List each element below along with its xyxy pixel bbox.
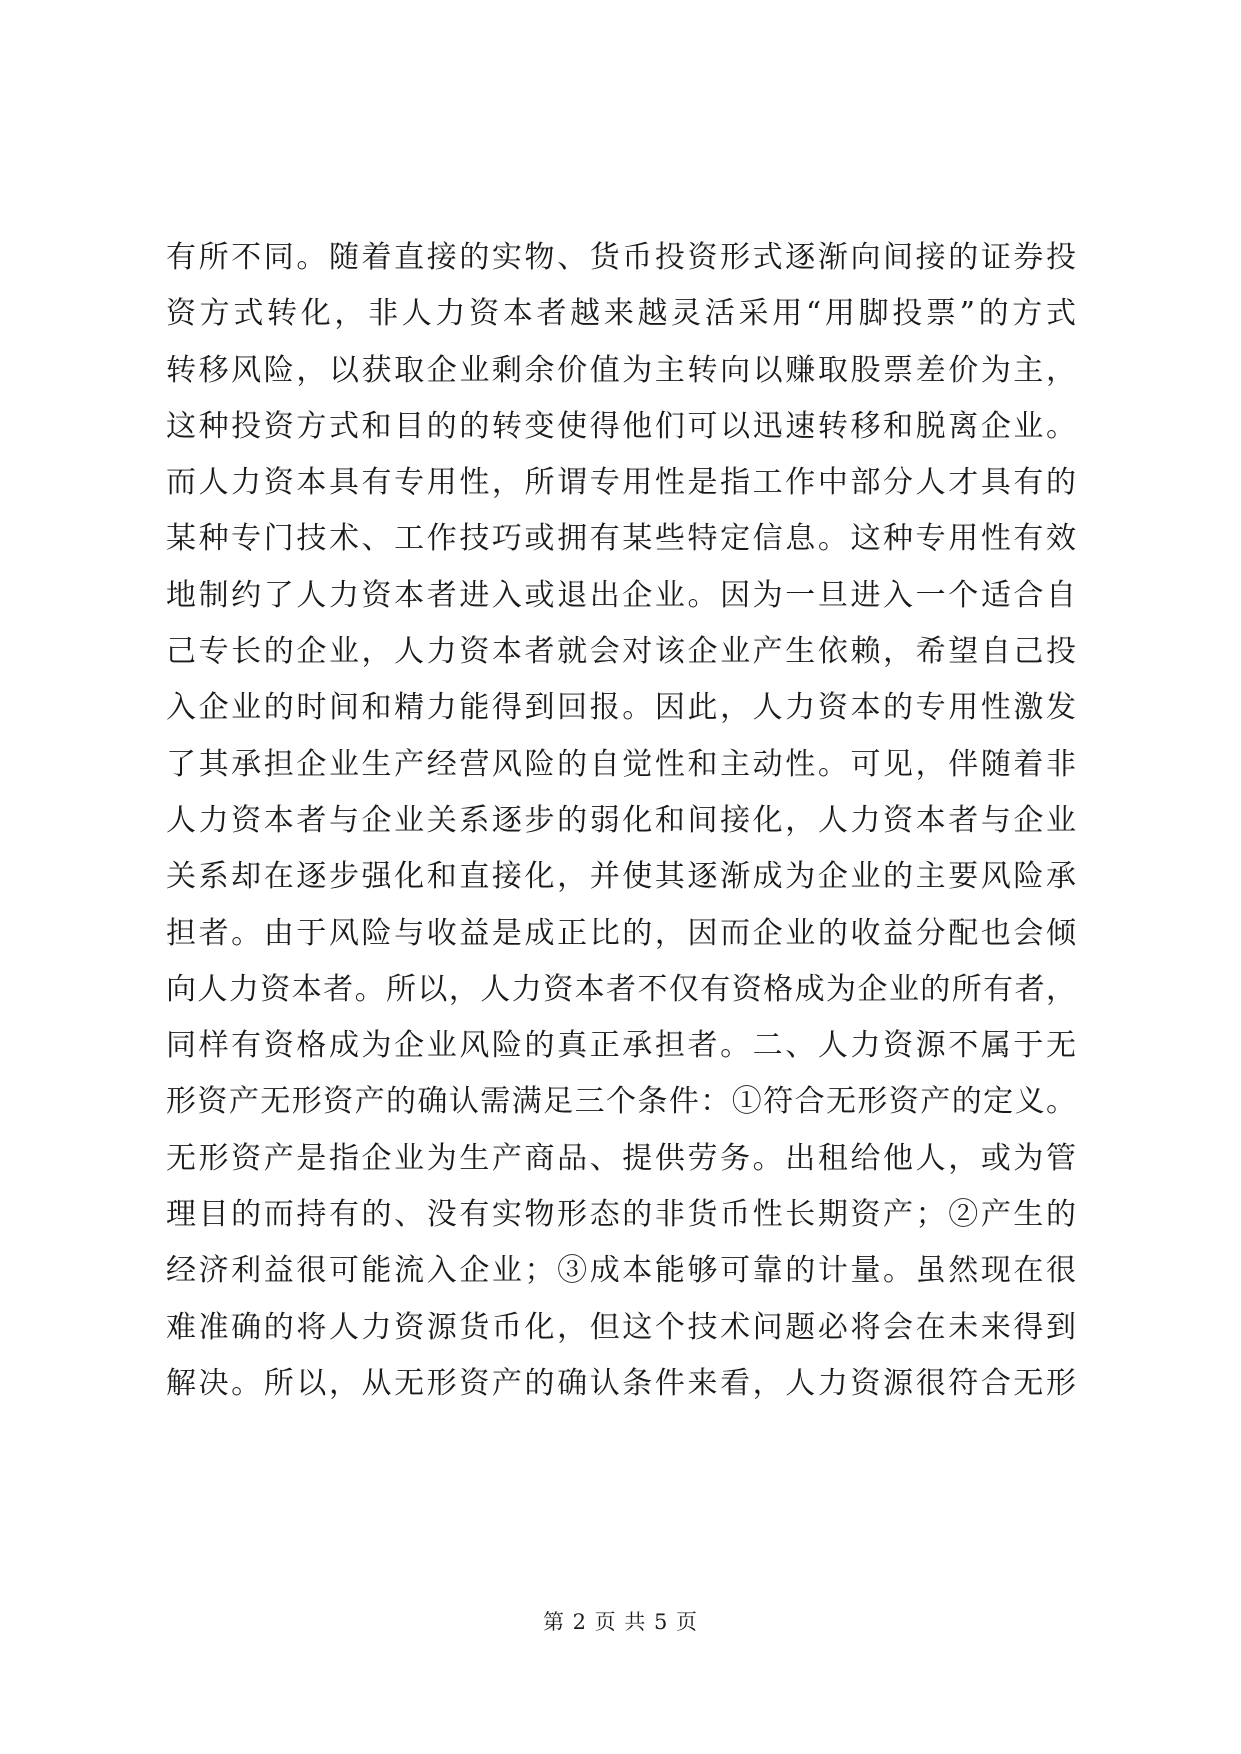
text-line: 同样有资格成为企业风险的真正承担者。二、人力资源不属于无 — [166, 1028, 1076, 1064]
text-line: 人力资本者与企业关系逐步的弱化和间接化，人力资本者与企业 — [166, 802, 1076, 838]
text-line: 某种专门技术、工作技巧或拥有某些特定信息。这种专用性有效 — [166, 521, 1076, 557]
text-line: 经济利益很可能流入企业；③成本能够可靠的计量。虽然现在很 — [166, 1253, 1076, 1289]
text-line: 转移风险，以获取企业剩余价值为主转向以赚取股票差价为主， — [166, 352, 1076, 388]
text-line: 担者。由于风险与收益是成正比的，因而企业的收益分配也会倾 — [166, 915, 1076, 951]
text-line: 而人力资本具有专用性，所谓专用性是指工作中部分人才具有的 — [166, 465, 1076, 501]
body-text — [166, 230, 1076, 1412]
text-line: 了其承担企业生产经营风险的自觉性和主动性。可见，伴随着非 — [166, 746, 1076, 782]
text-line: 理目的而持有的、没有实物形态的非货币性长期资产；②产生的 — [166, 1197, 1076, 1233]
text-line: 有所不同。随着直接的实物、货币投资形式逐渐向间接的证券投 — [166, 240, 1076, 275]
text-line: 无形资产是指企业为生产商品、提供劳务。出租给他人，或为管 — [166, 1140, 1076, 1176]
text-line: 入企业的时间和精力能得到回报。因此，人力资本的专用性激发 — [166, 690, 1076, 726]
text-line: 资方式转化，非人力资本者越来越灵活采用“用脚投票”的方式 — [166, 296, 1076, 332]
text-line: 关系却在逐步强化和直接化，并使其逐渐成为企业的主要风险承 — [166, 859, 1076, 895]
page-number-footer: 第 2 页 共 5 页 — [542, 1610, 699, 1634]
text-line: 地制约了人力资本者进入或退出企业。因为一旦进入一个适合自 — [166, 577, 1076, 613]
text-line: 这种投资方式和目的的转变使得他们可以迅速转移和脱离企业。 — [166, 408, 1076, 444]
text-line: 己专长的企业，人力资本者就会对该企业产生依赖，希望自己投 — [166, 634, 1076, 670]
text-line: 解决。所以，从无形资产的确认条件来看，人力资源很符合无形 — [166, 1365, 1076, 1401]
text-line: 难准确的将人力资源货币化，但这个技术问题必将会在未来得到 — [166, 1309, 1076, 1345]
text-line: 形资产无形资产的确认需满足三个条件：①符合无形资产的定义。 — [166, 1084, 1076, 1120]
text-line: 向人力资本者。所以，人力资本者不仅有资格成为企业的所有者， — [166, 971, 1076, 1007]
